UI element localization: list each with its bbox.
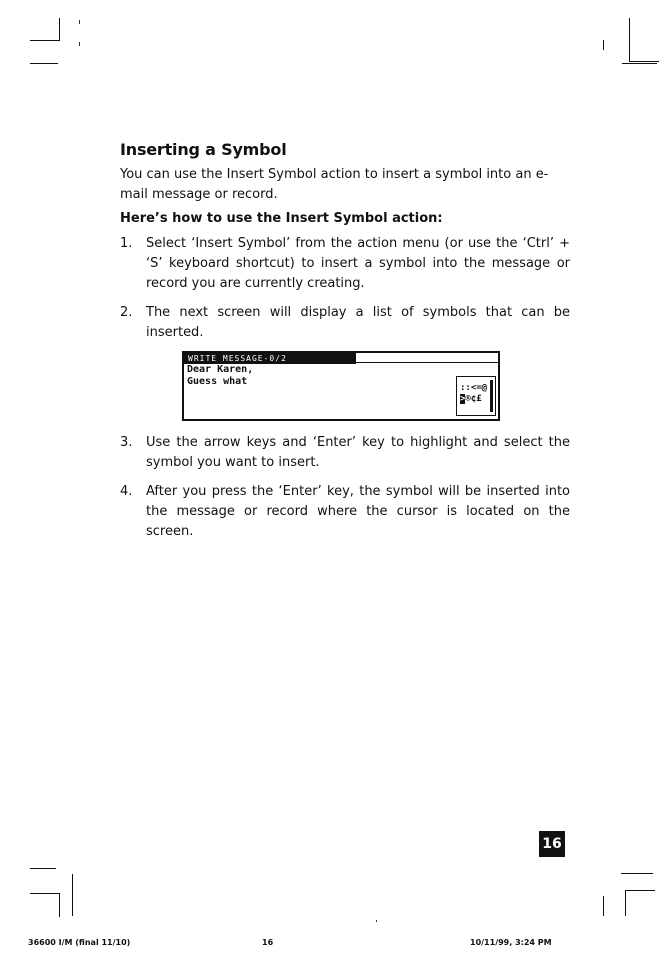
crop-mark <box>59 893 60 917</box>
crop-mark <box>30 868 56 869</box>
steps-list <box>120 234 570 343</box>
steps-list-continued <box>120 433 570 542</box>
footer-right: 10/11/99, 3:24 PM <box>470 938 552 947</box>
crop-mark <box>30 63 58 64</box>
crop-mark <box>629 61 659 62</box>
crop-mark <box>622 63 657 64</box>
screen-line-1: Dear Karen, <box>187 364 254 375</box>
crop-mark <box>603 896 604 916</box>
crop-mark <box>603 40 604 50</box>
scrollbar <box>490 380 493 412</box>
crop-mark <box>621 873 653 874</box>
step-text: The next screen will display a list of symbols that can be inserted. <box>146 305 570 340</box>
step-item <box>120 303 570 343</box>
crop-mark <box>30 893 60 894</box>
step-number: 4. <box>120 484 133 499</box>
footer-center: 16 <box>262 938 274 947</box>
crop-mark <box>30 40 60 41</box>
crop-mark <box>625 890 655 891</box>
step-item <box>120 234 570 294</box>
step-text: Select ‘Insert Symbol’ from the action menu (or use the ‘Ctrl’ + ‘S’ keyboard shortcut) to insert a symbol into the message or record you are currently creating. <box>146 236 570 291</box>
device-screen-illustration <box>182 351 500 421</box>
crop-mark <box>629 18 630 61</box>
crop-mark <box>625 890 626 916</box>
step-item <box>120 482 570 542</box>
page-number-badge: 16 <box>539 831 565 857</box>
step-number: 3. <box>120 435 133 450</box>
intro-paragraph: You can use the Insert Symbol action to insert a symbol into an e-mail message or record. <box>120 167 549 202</box>
symbol-row: ::<=@ <box>460 383 488 393</box>
step-text: Use the arrow keys and ‘Enter’ key to highlight and select the symbol you want to insert. <box>146 435 570 470</box>
crop-dot <box>79 20 80 24</box>
footer-left: 36600 I/M (final 11/10) <box>28 938 131 947</box>
symbol-row-text: ®¢£ <box>465 394 482 404</box>
screen-line-2: Guess what <box>187 376 248 387</box>
crop-mark <box>72 874 73 916</box>
crop-dot <box>376 920 377 922</box>
page-content <box>120 140 570 551</box>
symbol-popup <box>456 376 496 416</box>
step-number: 2. <box>120 305 133 320</box>
step-number: 1. <box>120 236 133 251</box>
step-text: After you press the ‘Enter’ key, the symbol will be inserted into the message or record where the cursor is located on the screen. <box>146 484 570 539</box>
step-item <box>120 433 570 473</box>
section-title: Inserting a Symbol <box>120 140 287 159</box>
screen-divider <box>356 362 498 363</box>
crop-dot <box>79 42 80 46</box>
screen-title-bar: WRITE MESSAGE-0/2 <box>184 353 356 364</box>
symbol-cursor: > <box>460 394 466 404</box>
howto-heading: Here’s how to use the Insert Symbol action: <box>120 211 443 226</box>
crop-mark <box>59 18 60 41</box>
